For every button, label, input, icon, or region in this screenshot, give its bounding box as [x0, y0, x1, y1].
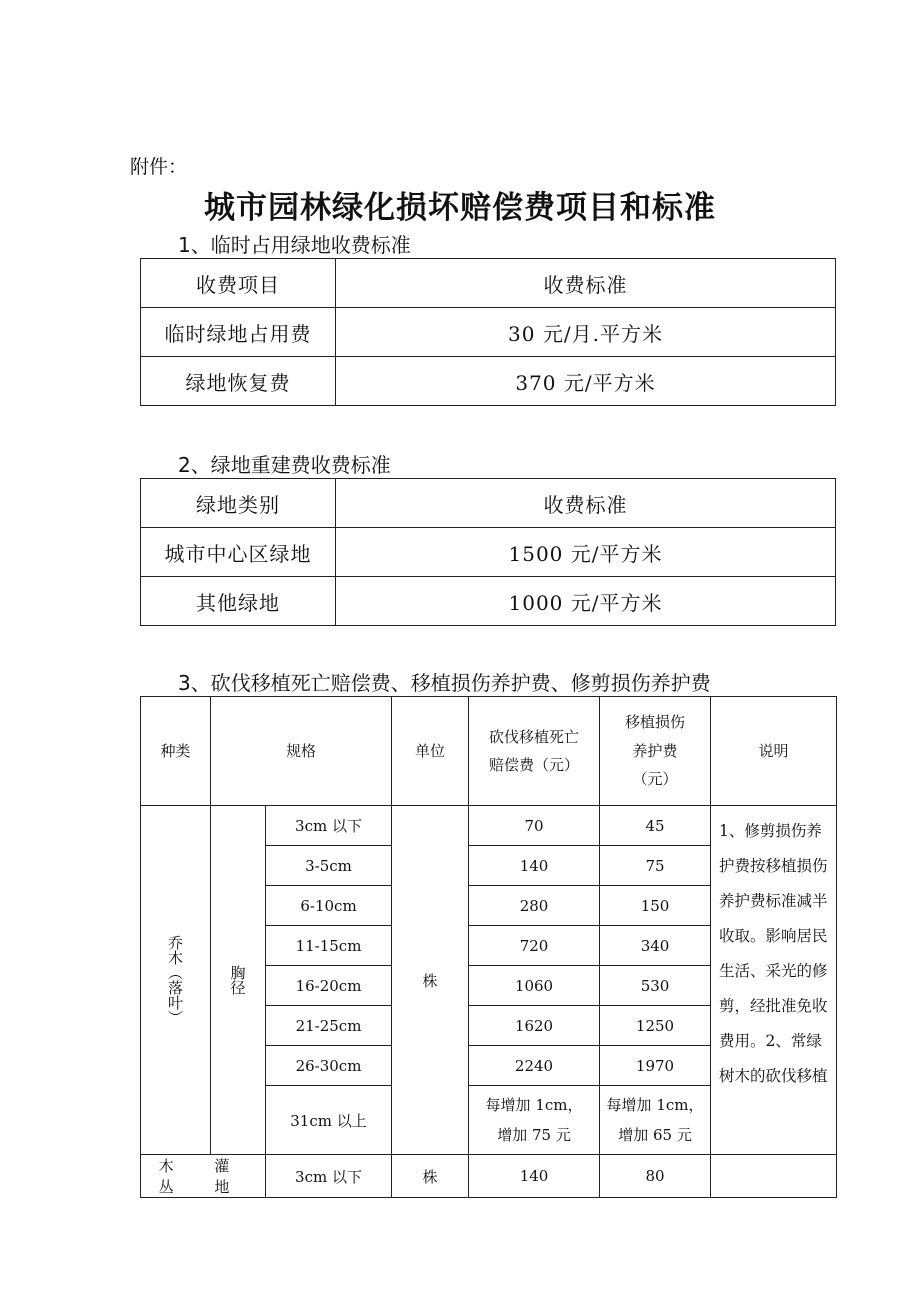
- header-move-line1: 移植损伤: [625, 713, 686, 732]
- diameter-cell: [211, 806, 266, 1155]
- fell-fee-cell: 140: [469, 1155, 600, 1198]
- header-fell-line1: 砍伐移植死亡: [489, 727, 580, 746]
- table-row: [141, 528, 836, 577]
- tree-kind-cell: [141, 806, 211, 1155]
- header-move-line2: 养护费: [632, 741, 678, 760]
- table-header-row: [141, 259, 836, 308]
- unit-cell: 株: [392, 806, 469, 1155]
- fell-fee-cell: [469, 1086, 600, 1155]
- table-header-row: [141, 479, 836, 528]
- size-cell: 3-5cm: [266, 846, 392, 886]
- move-fee-cell: 1250: [600, 1006, 711, 1046]
- size-cell: 26-30cm: [266, 1046, 392, 1086]
- move-fee-cell: 1970: [600, 1046, 711, 1086]
- size-cell: 6-10cm: [266, 886, 392, 926]
- note-cell-empty: [711, 1155, 837, 1198]
- fell-fee-cell: 1060: [469, 966, 600, 1006]
- header-move-fee: [600, 697, 711, 806]
- header-cell: 绿地类别: [141, 479, 336, 528]
- size-cell: 31cm 以上: [266, 1086, 392, 1155]
- fee-standard: 30 元/月.平方米: [336, 308, 836, 357]
- fee-item: 临时绿地占用费: [141, 308, 336, 357]
- section3-heading: 3、砍伐移植死亡赔偿费、移植损伤养护费、修剪损伤养护费: [178, 671, 711, 695]
- table-row: [141, 1155, 837, 1198]
- note-cell: 1、修剪损伤养护费按移植损伤养护费标准减半收取。影响居民生活、采光的修剪，经批准免收费用。2、常绿树木的砍伐移植: [711, 806, 837, 1155]
- temporary-use-fee-table: [140, 258, 836, 406]
- size-cell: 11-15cm: [266, 926, 392, 966]
- header-spec: 规格: [211, 697, 392, 806]
- move-fee-cell: [600, 1086, 711, 1155]
- move-fee-cell: 80: [600, 1155, 711, 1198]
- fell-increment-line1: 每增加 1cm，: [485, 1096, 583, 1114]
- table-row: [141, 308, 836, 357]
- size-cell: 3cm 以下: [266, 1155, 392, 1198]
- header-fell-line2: 赔偿费（元）: [489, 756, 580, 774]
- green-category: 城市中心区绿地: [141, 528, 336, 577]
- section1-heading: 1、临时占用绿地收费标准: [178, 233, 411, 257]
- size-cell: 3cm 以下: [266, 806, 392, 846]
- move-fee-cell: 530: [600, 966, 711, 1006]
- header-note: 说明: [711, 697, 837, 806]
- move-fee-cell: 150: [600, 886, 711, 926]
- fell-increment-line2: 增加 75 元: [497, 1126, 571, 1144]
- header-kind: 种类: [141, 697, 211, 806]
- fell-fee-cell: 70: [469, 806, 600, 846]
- attachment-label: 附件：: [130, 156, 188, 178]
- table-row: [141, 357, 836, 406]
- fell-fee-cell: 140: [469, 846, 600, 886]
- fee-standard: 1000 元/平方米: [336, 577, 836, 626]
- size-cell: 16-20cm: [266, 966, 392, 1006]
- size-cell: 21-25cm: [266, 1006, 392, 1046]
- tree-compensation-table: [140, 696, 837, 1198]
- table-header-row: [141, 697, 837, 806]
- move-increment-line2: 增加 65 元: [618, 1126, 692, 1144]
- header-cell: 收费标准: [336, 479, 836, 528]
- move-increment-line1: 每增加 1cm，: [606, 1096, 704, 1114]
- fell-fee-cell: 280: [469, 886, 600, 926]
- unit-cell: 株: [392, 1155, 469, 1198]
- fee-item: 绿地恢复费: [141, 357, 336, 406]
- page-title: 城市园林绿化损坏赔偿费项目和标准: [204, 190, 716, 226]
- move-fee-cell: 75: [600, 846, 711, 886]
- shrub-kind-cell: 木 灌 丛 地: [141, 1155, 266, 1198]
- move-fee-cell: 340: [600, 926, 711, 966]
- fee-standard: 370 元/平方米: [336, 357, 836, 406]
- fell-fee-cell: 2240: [469, 1046, 600, 1086]
- header-move-line3: （元）: [632, 770, 678, 789]
- section2-heading: 2、绿地重建费收费标准: [178, 453, 391, 477]
- green-category: 其他绿地: [141, 577, 336, 626]
- table-row: [141, 806, 837, 846]
- header-fell-fee: [469, 697, 600, 806]
- fee-standard: 1500 元/平方米: [336, 528, 836, 577]
- fell-fee-cell: 720: [469, 926, 600, 966]
- diameter-label: 胸径: [228, 965, 247, 995]
- table-row: [141, 577, 836, 626]
- fell-fee-cell: 1620: [469, 1006, 600, 1046]
- header-cell: 收费项目: [141, 259, 336, 308]
- header-cell: 收费标准: [336, 259, 836, 308]
- rebuild-fee-table: [140, 478, 836, 626]
- move-fee-cell: 45: [600, 806, 711, 846]
- header-unit: 单位: [392, 697, 469, 806]
- tree-kind: 乔木（落叶）: [166, 935, 184, 1025]
